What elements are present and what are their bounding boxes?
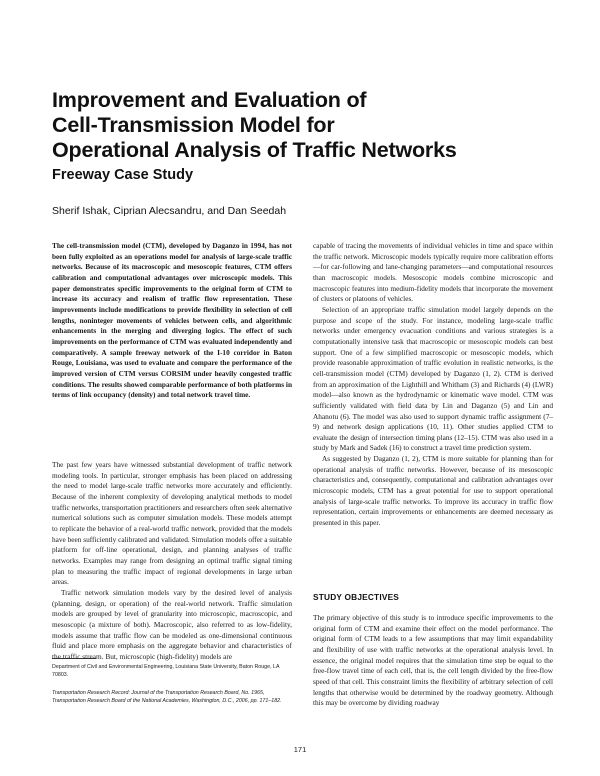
study-objectives-body [313, 613, 553, 709]
title-line: Improvement and Evaluation of [52, 88, 367, 112]
footnote-divider [52, 658, 96, 659]
footnote-affiliation: Department of Civil and Environmental Engineering, Louisiana State University, Baton Rouge, LA 70803. [52, 664, 280, 678]
title-line: Operational Analysis of Traffic Networks [52, 138, 457, 162]
page-number: 171 [293, 745, 307, 754]
paper-title [52, 88, 552, 163]
body-paragraph: The primary objective of this study is to introduce specific improvements to the original form of CTM and examine their effect on the model performance. The original form of CTM leads to a few assumptions that may limit expandability and flexibility of use with traffic networks at the operational analysis level. In essence, the original model requires that the simulation time step be equal to the free-flow travel time of each cell, that is, the cell length divided by the free-flow speed of that cell. This constraint limits the flexibility of arbitrary selection of cell lengths that otherwise would be determined by the roadway geometry. Although this may be overcome by dividing roadway [313, 613, 553, 708]
abstract-text: The cell-transmission model (CTM), developed by Daganzo in 1994, has not been fully exploited as an operations model for analysis of large-scale traffic networks. Because of its macroscopic and mesoscopic features, CTM offers calibration and computational advantages over microscopic models. This paper demonstrates specific improvements to the original form of CTM to increase its accuracy and realism of traffic flow representation. These improvements include modifications to provide flexibility in selection of cell lengths, noninteger movements of vehicles between cells, and algorithmic enhancements in the merging and diverging logics. The effect of such improvements on the performance of CTM was evaluated independently and comparatively. A sample freeway network of the I-10 corridor in Baton Rouge, Louisiana, was used to evaluate and compare the performance of the improved version of CTM versus CORSIM under heavily congested traffic conditions. The results showed comparable performance of both platforms in terms of link occupancy (density) and total network travel time. [52, 241, 292, 400]
abstract [52, 241, 292, 401]
body-paragraph: Selection of an appropriate traffic simulation model largely depends on the purpose and scope of the study. For instance, modeling large-scale traffic networks under emergency evacuation conditions and various strategies is a computationally intensive task that macroscopic or mesoscopic models can best support. One of a few simplified macroscopic or mesoscopic models, which provide reasonable approximation of traffic evolution in realistic networks, is the cell-transmission model (CTM) developed by Daganzo (1, 2). CTM is derived from an approximation of the Lighthill and Whitham (3) and Richards (4) (LWR) model—also known as the hydrodynamic or kinematic wave model. CTM was sufficiently validated with field data by Lin and Daganzo (5) and Lin and Ahanotu (6). The model was also used to support dynamic traffic assignment (7–9) and network design applications (10, 11). Other studies applied CTM to evaluate the design of intersection timing plans (12–15). CTM was also used in a study by Mark and Sadek (16) to construct a travel time prediction system. [313, 304, 553, 453]
body-paragraph: Traffic network simulation models vary by the desired level of analysis (planning, design, or operation) of the real-world network. Traffic simulation models are grouped by level of granularity into microscopic, macroscopic, and mesoscopic (a mixture of both). Macroscopic, also referred to as low-fidelity, models assume that traffic flow can be modeled as one-dimensional continuous fluid and place more emphasis on the aggregate behavior and characteristics of the traffic stream. But, microscopic (high-fidelity) models are [52, 587, 292, 661]
body-paragraph: capable of tracing the movements of individual vehicles in time and space within the traffic network. Microscopic models typically require more calibration efforts—for car-following and lane-changing parameters—and computational resources than macroscopic models. Mesoscopic models combine microscopic and macroscopic features into medium-fidelity models that incorporate the movement of clusters or platoons of vehicles. [313, 241, 553, 304]
title-line: Cell-Transmission Model for [52, 113, 335, 137]
footnote-journal-text: Transportation Research Record: Journal of the Transportation Research Board, No. 1965, Transportation Research Board of the National Academies, Washington, D.C., 2006, pp. 171–182. [52, 690, 282, 704]
right-column-body [313, 241, 553, 529]
paper-subtitle: Freeway Case Study [52, 167, 194, 183]
left-column-body [52, 460, 292, 662]
body-paragraph: As suggested by Daganzo (1, 2), CTM is more suitable for planning than for operational analysis of traffic networks. However, because of its mesoscopic characteristics and, consequently, computational and calibration advantages over microscopic models, CTM has a great potential for use to support operational analysis of large-scale traffic networks. To improve its accuracy in traffic flow representation, certain improvements or enhancements are deemed necessary as presented in this paper. [313, 454, 553, 528]
section-heading-study-objectives: STUDY OBJECTIVES [313, 592, 400, 602]
author-list: Sherif Ishak, Ciprian Alecsandru, and Dan Seedah [52, 205, 287, 217]
footnote-journal [52, 690, 294, 705]
title-block [52, 88, 552, 183]
body-paragraph: The past few years have witnessed substantial development of traffic network modeling tools. In particular, stronger emphasis has been placed on addressing the need to model large-scale traffic networks more accurately and efficiently. Because of the inherent complexity of developing analytical methods to model traffic networks, transportation practitioners and researchers often seek alternative numerical solutions such as computer simulation models. These models attempt to replicate the behavior of a real-world traffic network, provided that the models have been sufficiently calibrated and validated. Simulation models offer a suitable platform for off-line operational, design, and planning analyses of traffic networks. Examples may range from designing an optimal traffic signal timing plan to measuring the traffic impact of regional developments in large urban areas. [52, 460, 292, 587]
